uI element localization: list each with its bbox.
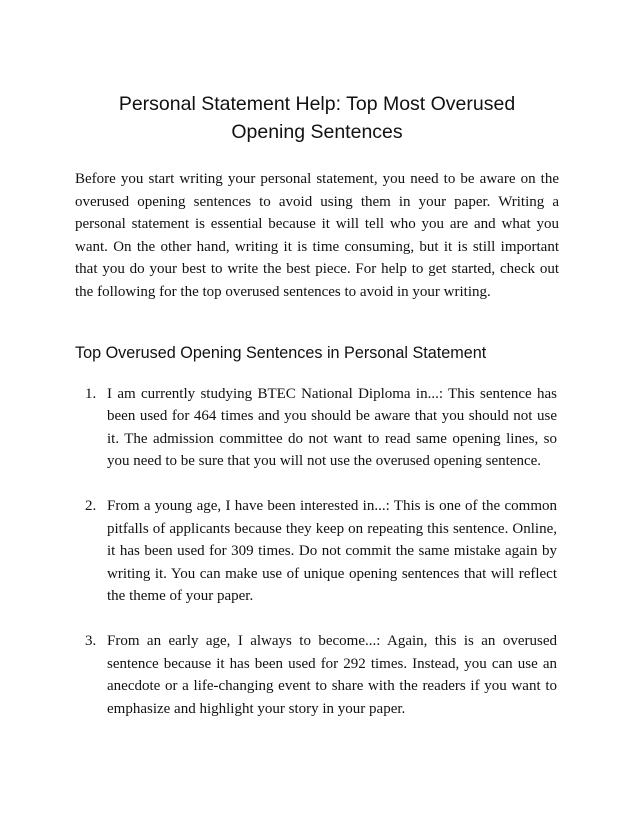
list-item-text: From an early age, I always to become...: Again, this is an overused sentence because it has been used for 292 times. Instead, you can use an anecdote or a life-changing event to share with the readers if you want to emphasize and highlight your story in your paper. [107, 632, 557, 717]
list-item-text: I am currently studying BTEC National Diploma in...: This sentence has been used for 464 times and you should be aware that you should not use it. The admission committee do not want to read same opening lines, so you need to be sure that you will not use the overused opening sentence. [107, 385, 557, 470]
intro-paragraph: Before you start writing your personal statement, you need to be aware on the overused opening sentences to avoid using them in your paper. Writing a personal statement is essential because it will tell who you are and what you want. On the other hand, writing it is time consuming, but it is still important that you do your best to write the best piece. For help to get started, check out the following for the top overused sentences to avoid in your writing. [75, 171, 559, 300]
list-item-number: 2. [85, 497, 97, 514]
page-title: Personal Statement Help: Top Most Overused Opening Sentences [118, 93, 516, 143]
list-item-text: From a young age, I have been interested in...: This is one of the common pitfalls of applicants because they keep on repeating this sentence. Online, it has been used for 309 times. Do not commit the same mistake again by writing it. You can make use of unique opening sentences that will reflect the theme of your paper. [107, 497, 557, 605]
list-item [75, 495, 559, 608]
section-heading: Top Overused Opening Sentences in Personal Statement [75, 343, 487, 362]
list-item-number: 1. [85, 385, 97, 402]
overused-sentences-list [75, 383, 559, 721]
list-item [75, 383, 559, 473]
list-item-number: 3. [85, 632, 97, 649]
list-item [75, 630, 559, 720]
